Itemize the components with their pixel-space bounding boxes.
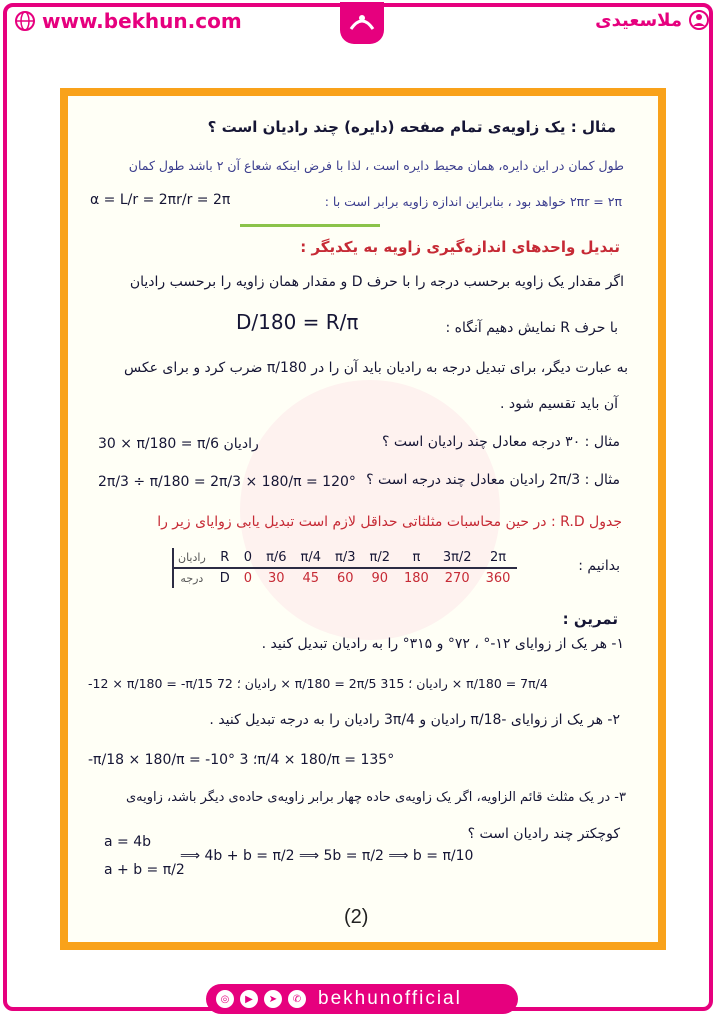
exercise3-line2: کوچکتر چند رادیان است ؟	[467, 826, 620, 842]
watermark	[240, 380, 500, 640]
exercise1: ۱- هر یک از زوایای ۱۲-° ، ۷۲° و ۳۱۵° را به رادیان تبدیل کنید .	[261, 636, 624, 652]
social-handle[interactable]: bekhunofficial	[318, 988, 462, 1009]
para1-formula: D/180 = R/π	[236, 310, 359, 334]
globe-icon	[14, 10, 36, 32]
degree-cell: 30	[268, 571, 285, 586]
underline	[240, 224, 380, 227]
example3-answer: 2π/3 ÷ π/180 = 2π/3 × 180/π = 120°	[98, 474, 356, 490]
para1-line2: با حرف R نمایش دهیم آنگاه :	[445, 320, 618, 336]
table-subtitle: بدانیم :	[578, 558, 620, 574]
footer-social-bar	[206, 984, 518, 1014]
website-url: www.bekhun.com	[42, 9, 242, 33]
author-link[interactable]	[595, 9, 710, 31]
degree-cell: 270	[444, 571, 470, 586]
degree-cell: 0	[243, 571, 253, 586]
para2-line1: به عبارت دیگر، برای تبدیل درجه به رادیان باید آن را در π/180 ضرب کرد و برای عکس	[124, 360, 628, 376]
radian-cell: π/6	[259, 548, 293, 568]
example1-title: مثال : یک زاویه‌ی تمام صفحه (دایره) چند رادیان است ؟	[207, 118, 616, 136]
section-title: تبدیل واحدهای اندازه‌گیری زاویه به یکدیگر :	[300, 238, 620, 256]
degree-row	[173, 568, 517, 588]
exercise-title: تمرین :	[562, 610, 618, 628]
radian-header: R	[213, 548, 237, 568]
exercise1-answer: -12 × π/180 = -π/15 رادیان ؛ 72 × π/180 = 2π/5 رادیان ؛ 315 × π/180 = 7π/4	[88, 676, 548, 691]
logo-icon	[347, 9, 377, 37]
example3: مثال : 2π/3 رادیان معادل چند درجه است ؟	[366, 472, 620, 488]
radian-cell: 2π	[479, 548, 518, 568]
exercise3-eq2: a + b = π/2	[104, 862, 185, 878]
exercise3-solution: ⟹ 4b + b = π/2 ⟹ 5b = π/2 ⟹ b = π/10	[180, 848, 474, 864]
rd-table	[172, 548, 517, 588]
radian-cell: 0	[237, 548, 259, 568]
youtube-icon[interactable]: ▶	[240, 990, 258, 1008]
user-icon	[688, 9, 710, 31]
degree-cell: 45	[302, 571, 320, 586]
degree-label: درجه	[173, 568, 213, 588]
radian-label: رادیان	[173, 548, 213, 568]
degree-cell: 360	[485, 571, 511, 586]
exercise3-eq1: a = 4b	[104, 834, 152, 850]
degree-cell: 60	[337, 571, 354, 586]
exercise2-answer: -π/18 × 180/π = -10° ؛ 3π/4 × 180/π = 135°	[88, 752, 395, 768]
example1-formula: α = L/r = 2πr/r = 2π	[90, 192, 231, 208]
radian-cell: π/4	[294, 548, 328, 568]
radian-cell: 3π/2	[436, 548, 479, 568]
header	[0, 0, 724, 46]
page-number: (2)	[344, 906, 369, 928]
table-title: جدول R.D : در حین محاسبات مثلثاتی حداقل لازم است تبدیل یابی زوایای زیر را	[157, 514, 622, 530]
degree-cell: 180	[404, 571, 429, 586]
whatsapp-icon[interactable]: ✆	[288, 990, 306, 1008]
radian-cell: π/3	[328, 548, 362, 568]
para1-line1: اگر مقدار یک زاویه برحسب درجه را با حرف D و مقدار همان زاویه را برحسب رادیان	[129, 274, 624, 290]
degree-header: D	[219, 571, 230, 586]
example1-line1: طول کمان در این دایره، همان محیط دایره است ، لذا با فرض اینکه شعاع آن ۲ باشد طول کمان	[128, 158, 624, 173]
telegram-icon[interactable]: ➤	[264, 990, 282, 1008]
example1-line2: ۲πr = ۲π خواهد بود ، بنابراین اندازه زاویه برابر است با :	[324, 194, 622, 209]
author-name: ملاسعیدی	[595, 9, 682, 31]
instagram-icon[interactable]: ◎	[216, 990, 234, 1008]
exercise3-line1: ۳- در یک مثلث قائم الزاویه، اگر یک زاویه‌ی حاده چهار برابر زاویه‌ی حاده‌ی دیگر باشد، زاویه‌ی	[125, 790, 626, 805]
logo	[340, 2, 384, 44]
exercise2: ۲- هر یک از زوایای -π/18 رادیان و 3π/4 رادیان را به درجه تبدیل کنید .	[209, 712, 620, 728]
radian-row	[173, 548, 517, 568]
website-link[interactable]	[14, 9, 242, 33]
para2-line2: آن باید تقسیم شود .	[499, 396, 618, 412]
radian-cell: π	[397, 548, 436, 568]
example2-answer: 30 × π/180 = π/6 رادیان	[98, 436, 259, 452]
example2: مثال : ۳۰ درجه معادل چند رادیان است ؟	[382, 434, 620, 450]
radian-cell: π/2	[363, 548, 397, 568]
degree-cell: 90	[371, 571, 389, 586]
